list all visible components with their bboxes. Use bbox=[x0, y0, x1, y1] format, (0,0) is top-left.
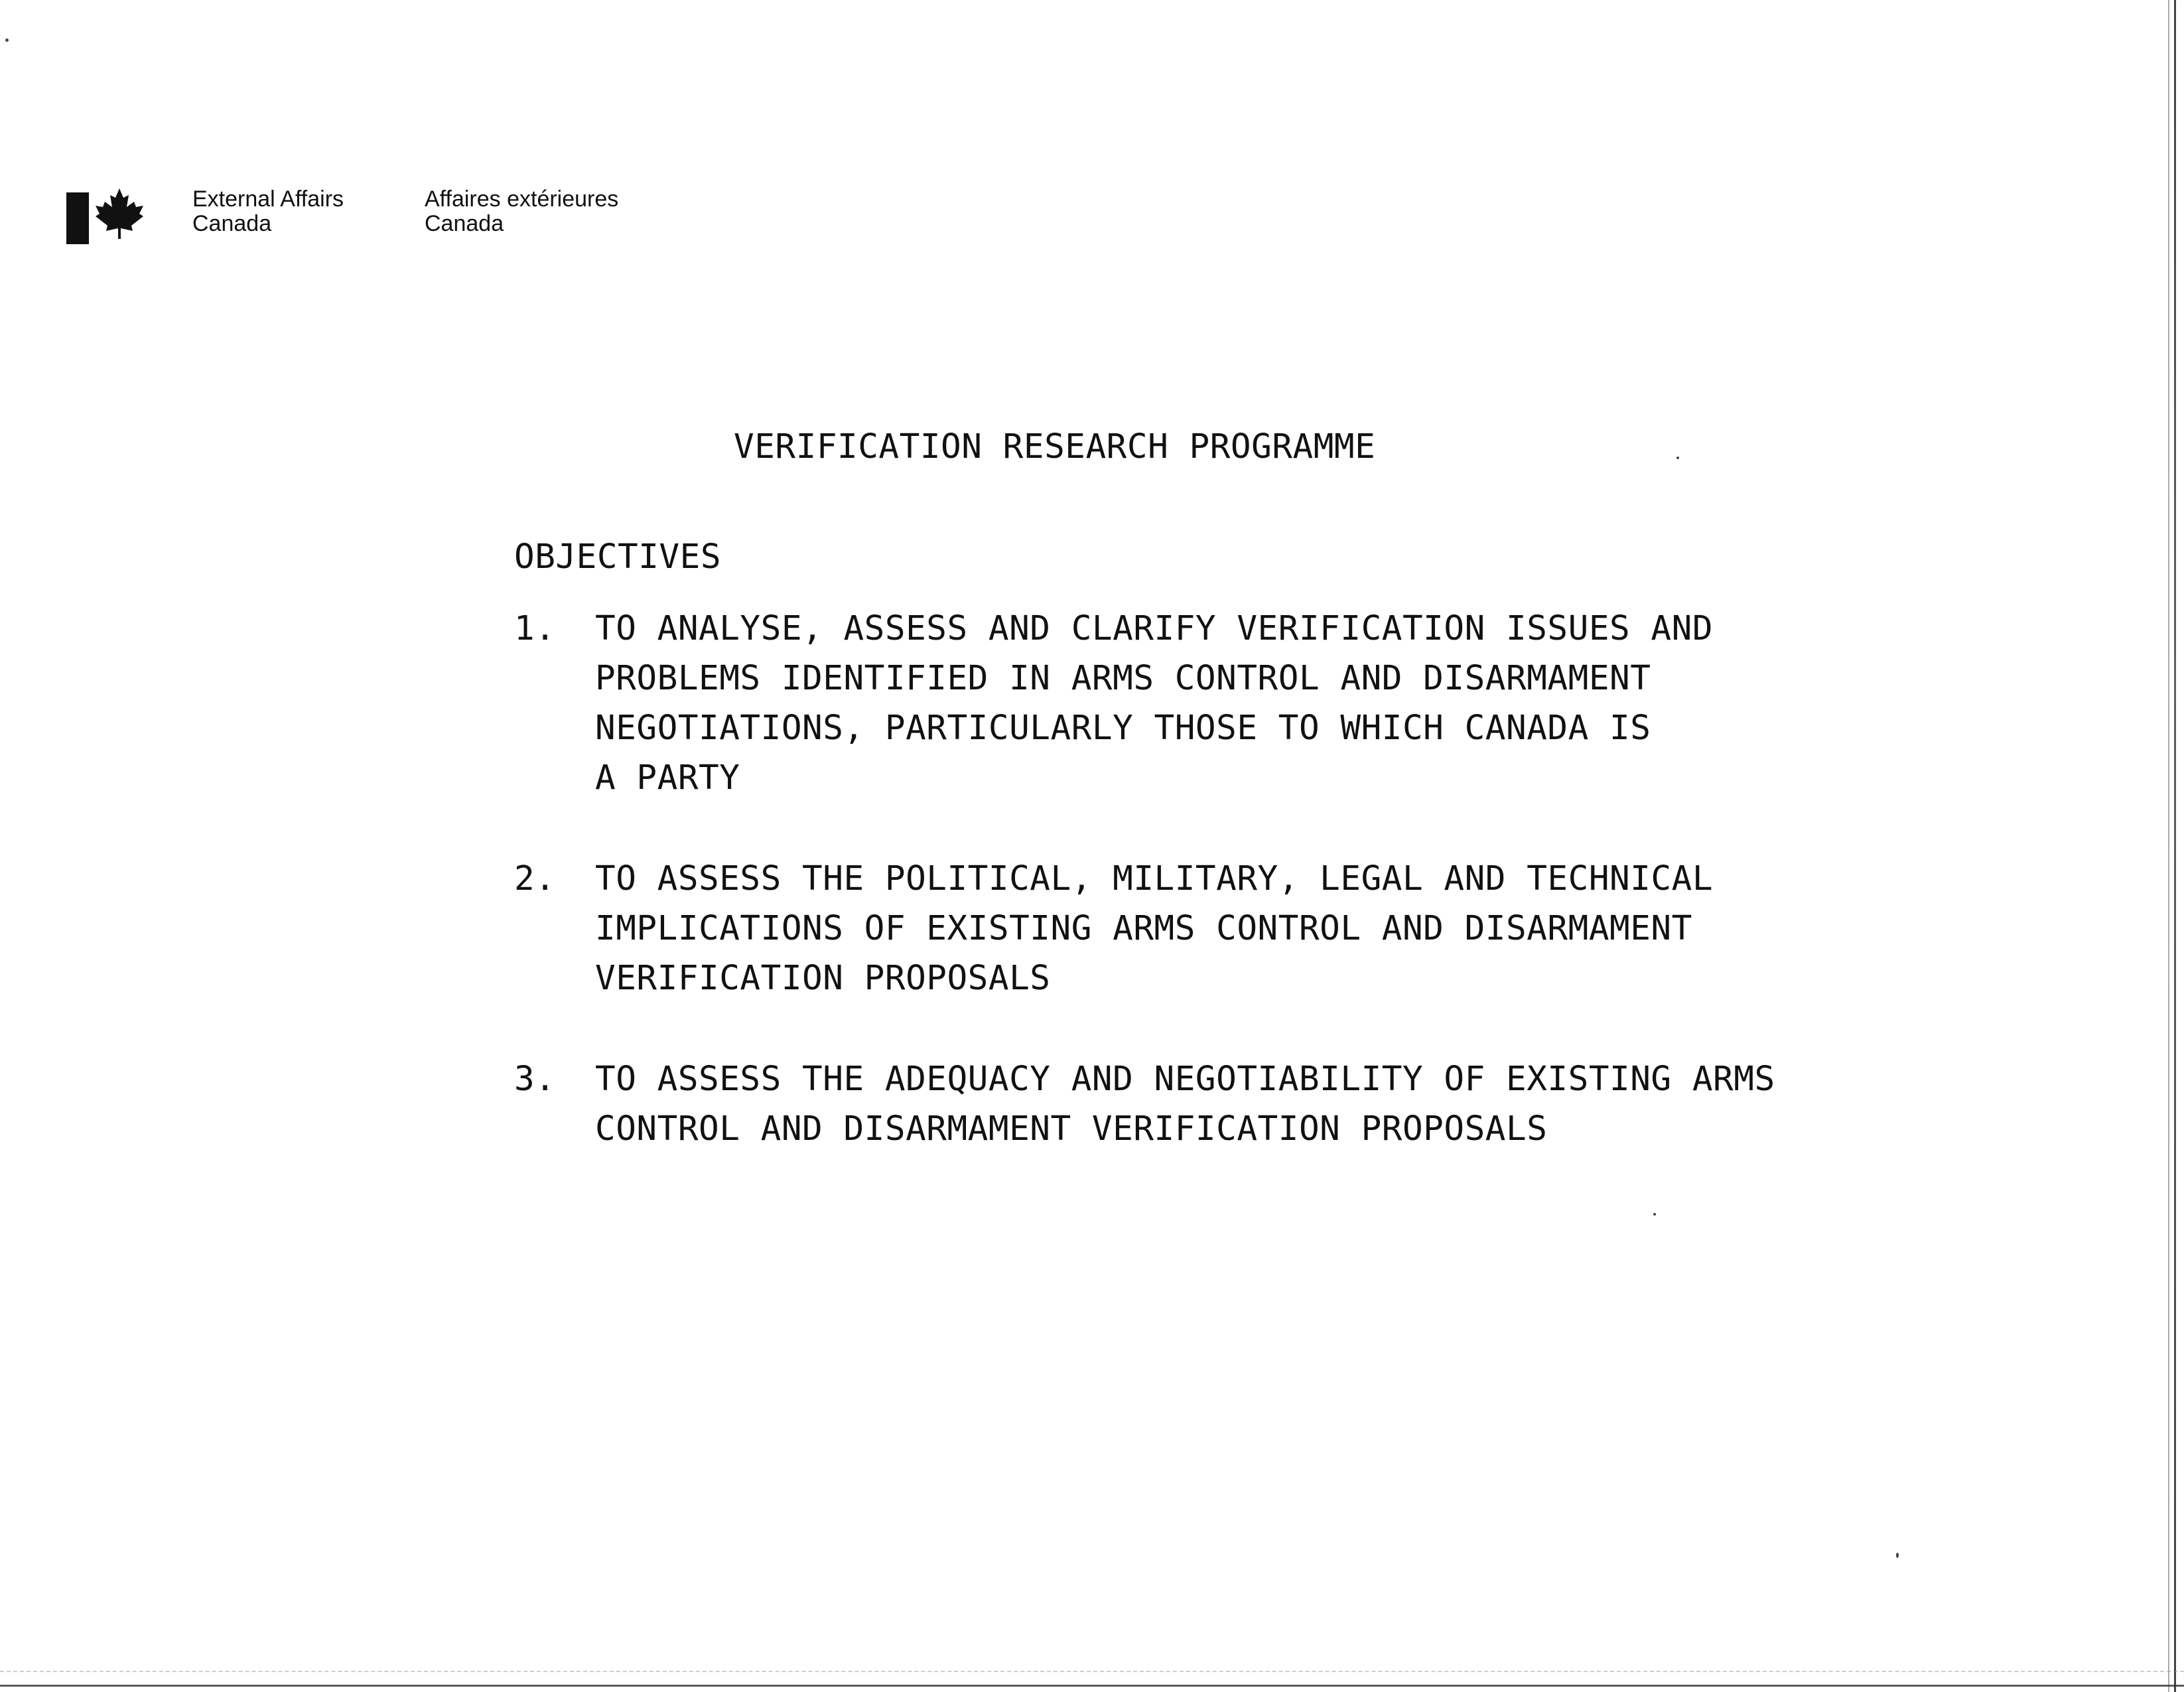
department-name-french bbox=[425, 187, 690, 236]
scan-edge-right bbox=[2174, 0, 2176, 1692]
department-name-english bbox=[192, 187, 425, 236]
objective-item bbox=[514, 1054, 1775, 1154]
objective-line: TO ASSESS THE ADEQUACY AND NEGOTIABILITY OF EXISTING ARMS bbox=[595, 1060, 1775, 1099]
letterhead bbox=[66, 187, 690, 240]
scan-speck bbox=[5, 38, 9, 42]
document-title: VERIFICATION RESEARCH PROGRAMME bbox=[734, 427, 1376, 466]
scan-edge-bottom bbox=[0, 1685, 2184, 1687]
department-line: External Affairs bbox=[192, 186, 344, 212]
objective-number: 1. bbox=[514, 609, 556, 648]
objective-number: 2. bbox=[514, 859, 556, 898]
department-line: Affaires extérieures bbox=[425, 186, 619, 212]
objective-line: VERIFICATION PROPOSALS bbox=[595, 959, 1051, 998]
scan-edge-bottom-noise bbox=[0, 1671, 2184, 1672]
objective-line: A PARTY bbox=[595, 758, 740, 798]
canadian-flag-icon bbox=[66, 187, 146, 240]
objective-number: 3. bbox=[514, 1060, 556, 1099]
objective-line: CONTROL AND DISARMAMENT VERIFICATION PROPOSALS bbox=[595, 1109, 1548, 1149]
scan-speck bbox=[1653, 1213, 1656, 1216]
flag-bar bbox=[66, 192, 89, 244]
objective-text bbox=[595, 1054, 1775, 1154]
objective-item bbox=[514, 604, 1713, 803]
objective-item bbox=[514, 854, 1713, 1003]
objective-line: NEGOTIATIONS, PARTICULARLY THOSE TO WHICH CANADA IS bbox=[595, 709, 1651, 748]
maple-leaf-icon bbox=[94, 187, 145, 240]
objectives-heading: OBJECTIVES bbox=[514, 537, 722, 577]
objective-line: IMPLICATIONS OF EXISTING ARMS CONTROL AND DISARMAMENT bbox=[595, 909, 1692, 948]
scan-speck bbox=[1896, 1553, 1899, 1558]
scan-speck bbox=[1676, 457, 1679, 459]
objective-line: PROBLEMS IDENTIFIED IN ARMS CONTROL AND DISARMAMENT bbox=[595, 659, 1651, 698]
objective-line: TO ANALYSE, ASSESS AND CLARIFY VERIFICATION ISSUES AND bbox=[595, 609, 1714, 648]
objective-text bbox=[595, 604, 1713, 803]
objective-text bbox=[595, 854, 1713, 1003]
department-line: Canada bbox=[425, 211, 504, 236]
objective-line: TO ASSESS THE POLITICAL, MILITARY, LEGAL AND TECHNICAL bbox=[595, 859, 1714, 898]
department-line: Canada bbox=[192, 211, 272, 236]
scan-edge-right-inner bbox=[2168, 0, 2169, 1692]
